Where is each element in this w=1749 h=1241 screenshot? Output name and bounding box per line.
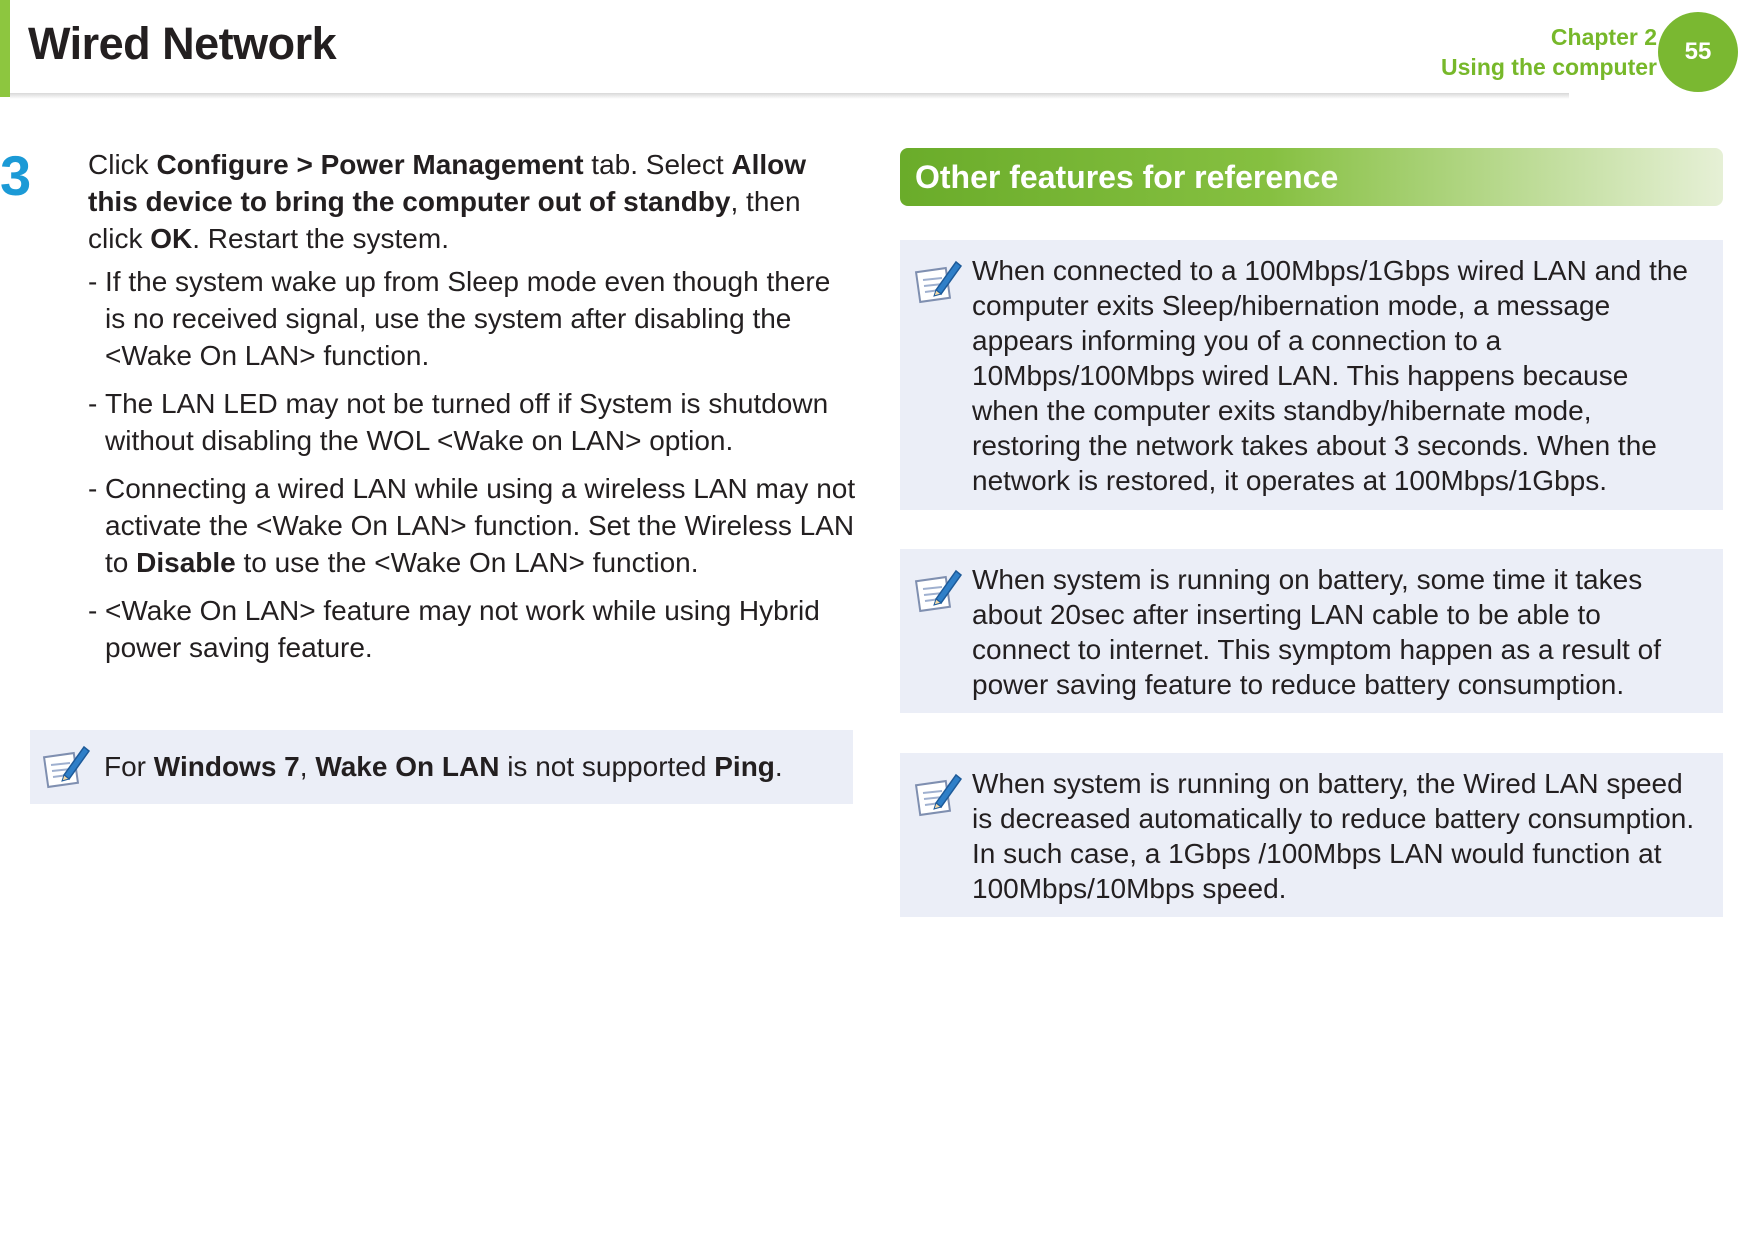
- reference-note: [900, 753, 1723, 917]
- step-number: 3: [0, 144, 32, 207]
- pencil-note-icon: [912, 565, 964, 617]
- option-allow-standby: Allow this device to bring the computer out of standby: [88, 149, 807, 217]
- list-item: - Connecting a wired LAN while using a wireless LAN may not activate the <Wake On LAN> function. Set the Wireless LAN to Disable to use the <Wake On LAN> function.: [88, 473, 856, 578]
- chapter-label: [1441, 22, 1657, 82]
- reference-note-text: When system is running on battery, some time it takes about 20sec after inserting LAN cable to be able to connect to internet. This symptom happen as a result of power saving feature to reduce battery consumption.: [972, 564, 1661, 700]
- list-item: - <Wake On LAN> feature may not work while using Hybrid power saving feature.: [88, 595, 820, 663]
- reference-note-text: When connected to a 100Mbps/1Gbps wired LAN and the computer exits Sleep/hibernation mode, a message appears informing you of a connection to a 10Mbps/100Mbps wired LAN. This happens because when the computer exits standby/hibernate mode, restoring the network takes about 3 seconds. When the network is restored, it operates at 100Mbps/1Gbps.: [972, 255, 1688, 496]
- list-item: - If the system wake up from Sleep mode even though there is no received signal, use the system after disabling the <Wake On LAN> function.: [88, 266, 831, 371]
- reference-note-text: When system is running on battery, the Wired LAN speed is decreased automatically to reduce battery consumption. In such case, a 1Gbps /100Mbps LAN would function at 100Mbps/10Mbps speed.: [972, 768, 1695, 904]
- text-then-click: , then click: [88, 186, 801, 254]
- list-item: - The LAN LED may not be turned off if System is shutdown without disabling the WOL <Wake on LAN> option.: [88, 388, 829, 456]
- reference-note: [900, 240, 1723, 510]
- pencil-note-icon: [40, 741, 92, 793]
- chapter-subtitle: Using the computer: [1441, 54, 1657, 80]
- text-restart: . Restart the system.: [192, 223, 449, 254]
- windows7-note-text: For Windows 7, Wake On LAN is not supported Ping.: [104, 751, 783, 782]
- step-main-text: [88, 146, 858, 257]
- page-title: Wired Network: [28, 18, 337, 69]
- notes-list: [88, 263, 858, 666]
- chapter-number: Chapter 2: [1550, 24, 1657, 50]
- windows7-note: [30, 730, 853, 804]
- pencil-note-icon: [912, 256, 964, 308]
- pencil-note-icon: [912, 769, 964, 821]
- header-divider: [10, 93, 1569, 99]
- text-click: Click: [88, 149, 157, 180]
- page-number: 55: [1658, 12, 1738, 92]
- menu-path: Configure > Power Management: [156, 149, 584, 180]
- text-tab-select: tab. Select: [583, 149, 732, 180]
- section-title: Other features for reference: [900, 148, 1723, 206]
- reference-note: [900, 549, 1723, 713]
- header-accent-bar: [0, 0, 10, 97]
- step-instructions: [88, 146, 858, 677]
- ok-label: OK: [150, 223, 193, 254]
